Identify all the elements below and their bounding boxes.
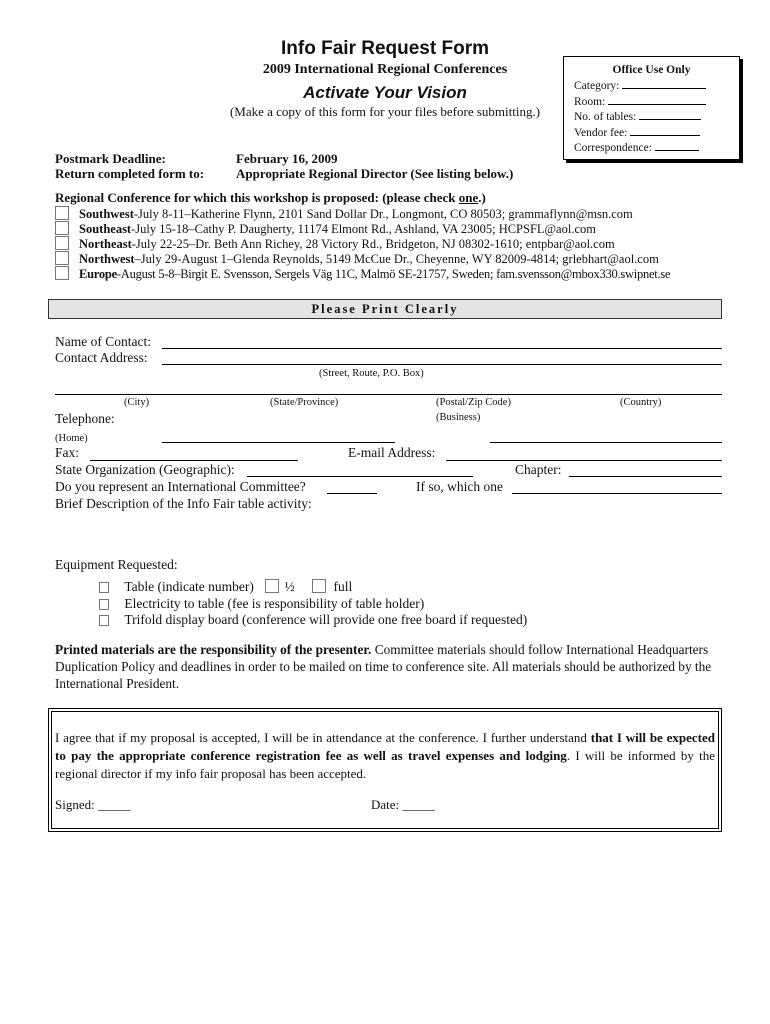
state-org-label: State Organization (Geographic): bbox=[55, 462, 235, 477]
agreement-text bbox=[55, 729, 715, 783]
postmark-value: February 16, 2009 bbox=[236, 151, 338, 166]
postmark-label: Postmark Deadline: bbox=[55, 151, 166, 166]
state-org-field[interactable] bbox=[247, 476, 473, 477]
intl-committee-label: Do you represent an International Committee? bbox=[55, 479, 306, 494]
fax-field[interactable] bbox=[90, 460, 298, 461]
equipment-label: Equipment Requested: bbox=[55, 557, 178, 572]
brief-description-label: Brief Description of the Info Fair table activity: bbox=[55, 496, 312, 511]
region-name: Southwest bbox=[79, 207, 134, 221]
region-name: Northwest bbox=[79, 252, 135, 266]
region-northwest-checkbox[interactable] bbox=[55, 251, 69, 265]
region-europe-checkbox[interactable] bbox=[55, 266, 69, 280]
which-committee-field[interactable] bbox=[512, 493, 722, 494]
conference-subtitle: 2009 International Regional Conferences bbox=[262, 62, 508, 77]
office-correspondence-field bbox=[655, 140, 699, 151]
intl-committee-field[interactable] bbox=[327, 493, 377, 494]
office-correspondence-label: Correspondence: bbox=[574, 142, 652, 154]
country-hint: (Country) bbox=[620, 397, 662, 408]
agreement-bold: that I will be expected to pay the appropriate conference registration fee as well as travel expenses and lodging bbox=[55, 730, 715, 763]
home-hint: (Home) bbox=[55, 433, 88, 444]
return-value: Appropriate Regional Director (See listing below.) bbox=[236, 166, 514, 181]
office-category-field bbox=[622, 78, 706, 89]
office-vendor-label: Vendor fee: bbox=[574, 126, 628, 139]
equipment-table-row bbox=[99, 579, 352, 595]
office-vendor-field bbox=[630, 125, 700, 136]
agreement-part1: I agree that if my proposal is accepted, I will be in attendance at the conference. I further understand bbox=[55, 730, 591, 745]
regional-prompt-text: Regional Conference for which this workshop is proposed: (please check bbox=[55, 190, 459, 205]
printed-materials-rest: Committee materials should follow International Headquarters Duplication Policy and deadlines in order to be mailed on time to conference site. All materials should be authorized by the International President. bbox=[55, 642, 712, 691]
office-tables-label: No. of tables: bbox=[574, 111, 637, 123]
printed-materials-note bbox=[55, 641, 715, 692]
region-southwest-checkbox[interactable] bbox=[55, 206, 69, 220]
region-name: Europe bbox=[79, 267, 117, 281]
office-use-box bbox=[563, 56, 740, 160]
theme-title: Activate Your Vision bbox=[303, 83, 467, 102]
chapter-label: Chapter: bbox=[515, 462, 562, 477]
city-hint: (City) bbox=[124, 397, 150, 408]
table-checkbox[interactable] bbox=[99, 582, 109, 593]
contact-street-field[interactable] bbox=[162, 364, 722, 365]
region-northwest bbox=[55, 251, 659, 267]
telephone-label: Telephone: bbox=[55, 411, 115, 426]
office-tables-field bbox=[639, 109, 701, 120]
which-label: If so, which one bbox=[416, 479, 503, 494]
trifold-label: Trifold display board (conference will provide one free board if requested) bbox=[124, 612, 528, 627]
printed-materials-bold: Printed materials are the responsibility of the presenter. bbox=[55, 642, 372, 657]
street-hint: (Street, Route, P.O. Box) bbox=[319, 368, 424, 379]
zip-hint: (Postal/Zip Code) bbox=[436, 397, 511, 408]
full-label: full bbox=[333, 579, 353, 594]
chapter-field[interactable] bbox=[569, 476, 722, 477]
form-title: Info Fair Request Form bbox=[281, 38, 489, 59]
region-southwest bbox=[55, 206, 633, 222]
state-hint: (State/Province) bbox=[270, 397, 339, 408]
regional-prompt bbox=[55, 190, 486, 206]
region-detail: -August 5-8–Birgit E. Svensson, Sergels Väg 11C, Malmö SE-21757, Sweden; fam.svensson@mbox330.swipnet.se bbox=[116, 267, 671, 281]
trifold-checkbox[interactable] bbox=[99, 615, 109, 626]
print-clearly-banner: Please Print Clearly bbox=[48, 299, 722, 319]
email-label: E-mail Address: bbox=[348, 445, 436, 460]
full-checkbox[interactable] bbox=[312, 579, 326, 593]
region-detail: –July 29-August 1–Glenda Reynolds, 5149 McCue Dr., Cheyenne, WY 82009-4814; grlebhart@aol.com bbox=[134, 252, 659, 266]
region-southeast-checkbox[interactable] bbox=[55, 221, 69, 235]
date-label[interactable]: Date: _____ bbox=[371, 797, 435, 812]
contact-name-label: Name of Contact: bbox=[55, 334, 151, 349]
business-hint: (Business) bbox=[436, 412, 481, 423]
agreement-box bbox=[48, 708, 722, 832]
equipment-electricity-row bbox=[99, 596, 424, 612]
regional-prompt-end: .) bbox=[478, 190, 486, 205]
business-phone-field[interactable] bbox=[490, 442, 722, 443]
table-label: Table (indicate number) bbox=[124, 579, 254, 594]
half-checkbox[interactable] bbox=[265, 579, 279, 593]
electricity-checkbox[interactable] bbox=[99, 599, 109, 610]
return-label: Return completed form to: bbox=[55, 166, 205, 181]
agreement-part2: . I will be informed by the regional director if my info fair proposal has been accepted. bbox=[55, 748, 715, 781]
email-field[interactable] bbox=[446, 460, 722, 461]
signed-label[interactable]: Signed: _____ bbox=[55, 797, 131, 812]
copy-note: (Make a copy of this form for your files before submitting.) bbox=[229, 104, 541, 119]
office-category-label: Category: bbox=[574, 80, 620, 92]
fax-label: Fax: bbox=[55, 445, 80, 460]
contact-name-field[interactable] bbox=[162, 348, 722, 349]
home-phone-field[interactable] bbox=[162, 442, 395, 443]
region-detail: -July 22-25–Dr. Beth Ann Richey, 28 Victory Rd., Bridgeton, NJ 08302-1610; entpbar@aol.com bbox=[131, 237, 615, 251]
contact-city-line[interactable] bbox=[55, 394, 722, 395]
electricity-label: Electricity to table (fee is responsibility of table holder) bbox=[124, 596, 425, 611]
office-use-heading: Office Use Only bbox=[612, 64, 691, 76]
region-northeast bbox=[55, 236, 615, 252]
equipment-trifold-row bbox=[99, 612, 527, 628]
region-southeast bbox=[55, 221, 596, 237]
region-name: Southeast bbox=[79, 222, 132, 236]
region-detail: -July 15-18–Cathy P. Daugherty, 11174 Elmont Rd., Ashland, VA 23005; HCPSFL@aol.com bbox=[131, 222, 596, 236]
region-detail: -July 8-11–Katherine Flynn, 2101 Sand Dollar Dr., Longmont, CO 80503; grammaflynn@msn.com bbox=[133, 207, 633, 221]
half-label: ½ bbox=[284, 579, 295, 594]
office-room-label: Room: bbox=[574, 95, 606, 108]
region-name: Northeast bbox=[79, 237, 132, 251]
region-northeast-checkbox[interactable] bbox=[55, 236, 69, 250]
contact-address-label: Contact Address: bbox=[55, 350, 148, 365]
region-europe bbox=[55, 266, 670, 282]
office-room-field bbox=[608, 94, 706, 105]
regional-prompt-one: one bbox=[458, 190, 479, 205]
